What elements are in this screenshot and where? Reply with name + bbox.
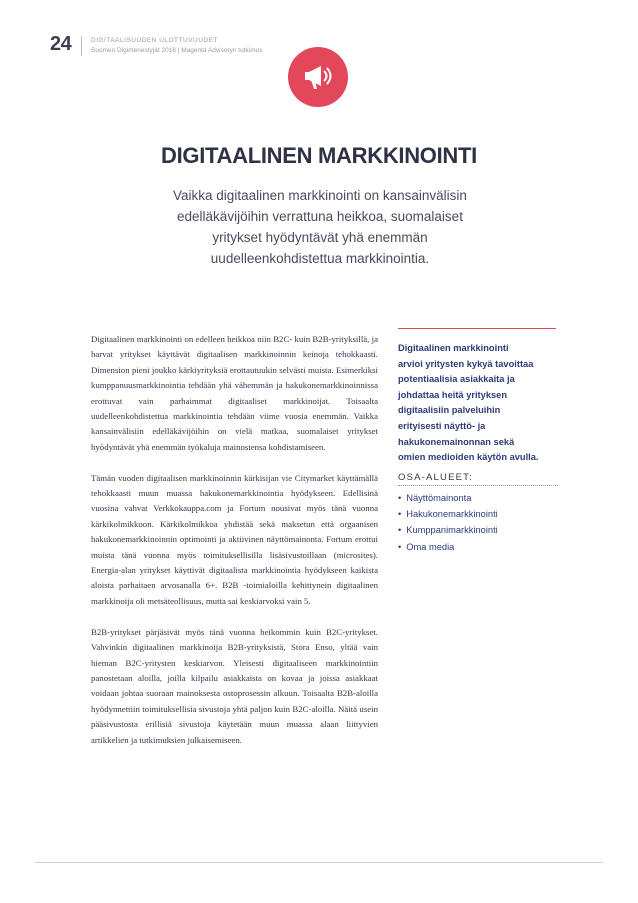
lead-line: uudelleenkohdistettua markkinointia. [210,251,430,266]
callout-line: johdattaa heitä yrityksen [398,389,508,400]
body-text-column [91,332,378,763]
callout-line: hakukonemainonnan sekä [398,436,515,447]
areas-dotted-rule [398,485,558,486]
header-section-title: DIGITAALISUUDEN ULOTTUVUUDET [91,37,218,44]
lead-line: Vaikka digitaalinen markkinointi on kansainvälisin [173,188,467,203]
areas-heading: OSA-ALUEET: [398,472,473,483]
list-item: • Näyttömainonta [398,490,498,506]
callout-line: potentiaalisia asiakkaita ja [398,374,515,385]
sidebar-accent-rule [398,328,556,329]
body-paragraph: B2B-yritykset pärjäsivät myös tänä vuonna heikommin kuin B2C-yritykset. Vahvinkin digitaalinen markkinoija B2B-yrityksistä, Stora Enso, yltää vain hieman B2C-yritysten keskiarvon. Yleisesti digitaaliseen markkinointiin panostetaan aloilla, joilla kilpailu asiakkaista on kovaa ja joissa asiakkaat voidaan johtaa suoraan mainoksesta ostoprosessin alkuun. Toisaalta B2B-aloilla hyödynnettiin toimituksellisia sivustoja yhtä paljon kuin B2C-aloilla. Näitä usein pääsivustosta erillisiä sivustoja käytetään muun muassa alaan liittyvien artikkelien ja tutkimuksien julkaisemiseen. [91,626,378,745]
lead-line: yritykset hyödyntävät yhä enemmän [212,230,428,245]
list-item: • Kumppanimarkkinointi [398,522,498,538]
body-paragraph: Digitaalinen markkinointi on edelleen heikkoa niin B2C- kuin B2B-yrityksillä, ja harvat yritykset käyttävät digitaalisen markkinoinnin keinoja tehokkaasti. Dimension pieni joukko kärkiyrityksiä erottautuukin selvästi muista. Esimerkiksi kumppanuusmarkkinointia tehdään yhä vähemmän ja hakukonemarkkinoinnissa erottuvat vain parhaimmat digitaaliset markkinoijat. Toisaalta uudelleenkohdistettua markkinointia tehdään viime vuosia enemmän. Vaikka kansainvälisiin edelläkävijöihin on vielä matkaa, suomalaiset yritykset hyödyntävät yhä enemmän työkaluja mainostensa kohdistamiseen. [91,334,378,452]
footer-rule [35,862,603,863]
page-title: DIGITAALINEN MARKKINOINTI [161,143,477,168]
callout-line: digitaalisiin palveluihin [398,405,501,416]
areas-list [398,490,498,555]
list-item: • Hakukonemarkkinointi [398,506,498,522]
megaphone-icon [288,47,348,107]
list-item: • Oma media [398,539,498,555]
lead-line: edelläkävijöihin verrattuna heikkoa, suomalaiset [177,209,463,224]
callout-line: omien medioiden käytön avulla. [398,452,539,463]
callout-line: Digitaalinen markkinointi [398,343,509,353]
page-number: 24 [50,33,72,55]
header-subtitle: Suomen Digimenestyjät 2018 | Magenta Advisoryn tutkimus [91,47,263,54]
megaphone-badge [288,47,348,107]
callout-line: erityisesti näyttö- ja [398,420,486,431]
body-paragraph: Tämän vuoden digitaalisen markkinoinnin kärkisijan vie Citymarket käyttämällä tehokkaasti muun muassa hakukonemarkkinointia hyödykseen. Edellisinä vuosina vahvat Verkkokauppa.com ja Fortum nousivat myös tänä vuonna kärkikolmikkoon. Kärkikolmikkoa yhdistää sekä maksetun että orgaanisen hakukonemarkkinoinnin optimointi ja aktiivinen näyttömainonta. Fortum erottui muista tänä vuonna myös toimituksellisilla lisäsivustoillaan (microsites). Energia-alan yritykset käyttivät digitaalista markkinointia hyödykseen kaikista aloista parhaitaen arvosanalla 6+. B2B -toimialoilla kehittynein digitaalinen markkinoija oli metsäteollisuus, mutta sai keskiarvoksi vain 5. [91,472,378,606]
callout-line: arvioi yritysten kykyä tavoittaa [398,358,534,369]
header-divider [81,36,82,56]
lead-paragraph [150,185,490,269]
sidebar-callout [398,341,558,466]
